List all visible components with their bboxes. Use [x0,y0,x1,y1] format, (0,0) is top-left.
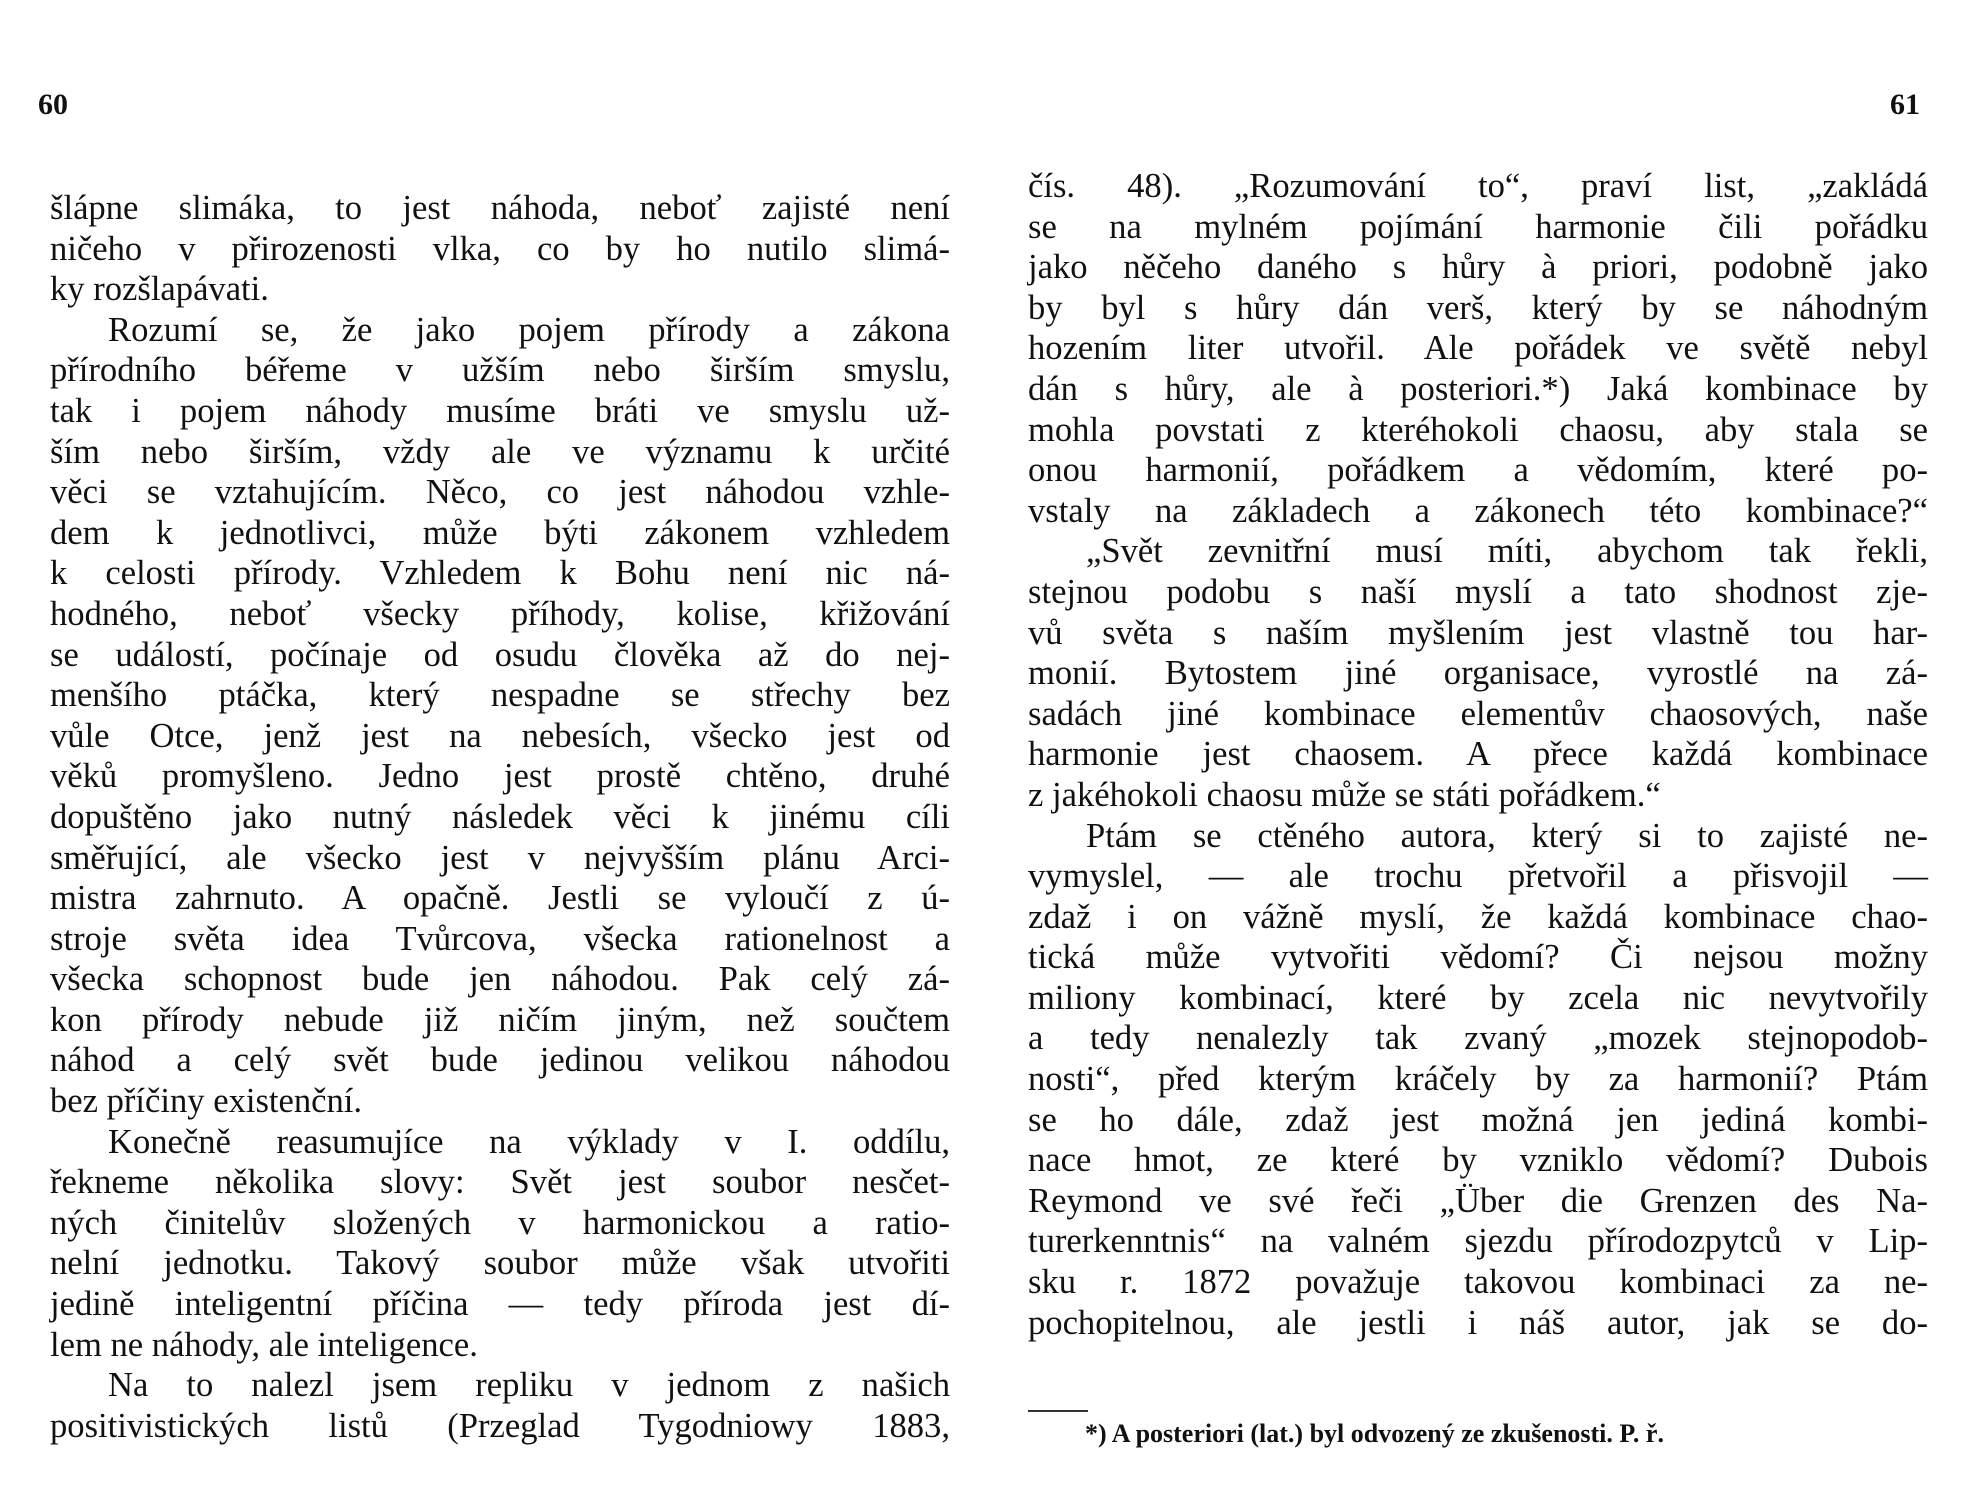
text-line: mistra zahrnuto. A opačně. Jestli se vyloučí z ú- [50,879,950,918]
text-line: a tedy nenalezly tak zvaný „mozek stejnopodob- [1028,1019,1928,1058]
text-line: turerkenntnis“ na valném sjezdu přírodozpytců v Lip- [1028,1222,1928,1261]
text-line: bez příčiny existenční. [50,1082,363,1121]
text-line: vymyslel, — ale trochu přetvořil a přisvojil — [1028,857,1928,896]
text-line: Ptám se ctěného autora, který si to zajisté ne- [1086,816,1928,855]
right-page-text [1028,166,1928,1343]
text-line: mohla povstati z kteréhokoli chaosu, aby stala se [1028,410,1928,449]
text-line: stejnou podobu s naší myslí a tato shodnost zje- [1028,572,1928,611]
text-line: tak i pojem náhody musíme bráti ve smyslu už- [50,391,950,430]
text-line: se událostí, počínaje od osudu člověka až do nej- [50,635,950,674]
text-line: harmonie jest chaosem. A přece každá kombinace [1028,735,1928,774]
text-line: sku r. 1872 považuje takovou kombinaci za ne- [1028,1263,1928,1302]
text-line: Rozumí se, že jako pojem přírody a zákona [108,310,950,349]
text-line: všecka schopnost bude jen náhodou. Pak celý zá- [50,960,950,999]
text-line: k celosti přírody. Vzhledem k Bohu není nic ná- [50,554,950,593]
text-line: směřující, ale všecko jest v nejvyšším plánu Arci- [50,838,950,877]
text-line: věci se vztahujícím. Něco, co jest náhodou vzhle- [50,473,950,512]
text-line: kon přírody nebude již ničím jiným, než součtem [50,1000,950,1039]
text-line: hozením liter utvořil. Ale pořádek ve světě nebyl [1028,329,1928,368]
text-line: se na mylném pojímání harmonie čili pořádku [1028,207,1928,246]
text-line: pochopitelnou, ale jestli i náš autor, jak se do- [1028,1303,1928,1342]
text-line: Reymond ve své řeči „Über die Grenzen des Na- [1028,1181,1928,1220]
text-line: dopuštěno jako nutný následek věci k jinému cíli [50,797,950,836]
text-line: ných činitelův složených v harmonickou a ratio- [50,1203,950,1242]
text-line: miliony kombinací, které by zcela nic nevytvořily [1028,978,1928,1017]
text-line: stroje světa idea Tvůrcova, všecka rationelnost a [50,919,950,958]
text-line: jako něčeho daného s hůry à priori, podobně jako [1028,248,1928,287]
text-line: zdaž i on vážně myslí, že každá kombinace chao- [1028,897,1928,936]
text-line: ky rozšlapávati. [50,270,269,309]
text-line: Konečně reasumujíce na výklady v I. oddílu, [108,1122,950,1161]
text-line: „Svět zevnitřní musí míti, abychom tak řekli, [1086,532,1928,571]
footnote: *) A posteriori (lat.) byl odvozený ze zkušenosti. P. ř. [1085,1419,1664,1448]
text-line: náhod a celý svět bude jedinou velikou náhodou [50,1041,950,1080]
text-line: positivistických listů (Przeglad Tygodniowy 1883, [50,1406,950,1445]
text-line: dem k jednotlivci, může býti zákonem vzhledem [50,513,950,552]
text-line: dán s hůry, ale à posteriori.*) Jaká kombinace by [1028,369,1928,408]
text-line: lem ne náhody, ale inteligence. [50,1325,478,1364]
text-line: vů světa s naším myšlením jest vlastně tou har- [1028,613,1928,652]
page-number-right: 61 [1890,88,1920,121]
text-line: jedině inteligentní příčina — tedy příroda jest dí- [50,1285,950,1324]
text-line: přírodního béřeme v užším nebo širším smyslu, [50,351,950,390]
text-line: hodného, neboť všecky příhody, kolise, křižování [50,594,950,633]
text-line: Na to nalezl jsem repliku v jednom z našich [108,1366,950,1405]
text-line: nelní jednotku. Takový soubor může však utvořiti [50,1244,950,1283]
text-line: menšího ptáčka, který nespadne se střechy bez [50,676,950,715]
text-line: ničeho v přirozenosti vlka, co by ho nutilo slimá- [50,229,950,268]
text-line: vstaly na základech a zákonech této kombinace?“ [1028,491,1928,530]
text-line: sadách jiné kombinace elementův chaosových, naše [1028,694,1928,733]
text-line: by byl s hůry dán verš, který by se náhodným [1028,288,1928,327]
text-line: nosti“, před kterým kráčely by za harmonií? Ptám [1028,1060,1928,1099]
page-number-left: 60 [38,88,68,121]
text-line: se ho dále, zdaž jest možná jen jediná kombi- [1028,1100,1928,1139]
text-line: vůle Otce, jenž jest na nebesích, všecko jest od [50,716,950,755]
text-line: tická může vytvořiti vědomí? Či nejsou možny [1028,938,1928,977]
text-line: monií. Bytostem jiné organisace, vyrostlé na zá- [1028,654,1928,693]
footnote-rule [1028,1410,1088,1412]
text-line: čís. 48). „Rozumování to“, praví list, „zakládá [1028,167,1928,205]
text-line: ším nebo širším, vždy ale ve významu k určité [50,432,950,471]
text-line: z jakéhokoli chaosu může se státi pořádkem.“ [1028,775,1661,814]
text-line: šlápne slimáka, to jest náhoda, neboť zajisté není [50,189,950,227]
left-page-text [50,188,950,1446]
text-line: onou harmonií, pořádkem a vědomím, které po- [1028,451,1928,490]
text-line: věků promyšleno. Jedno jest prostě chtěno, druhé [50,757,950,796]
text-line: řekneme několika slovy: Svět jest soubor nesčet- [50,1163,950,1202]
text-line: nace hmot, ze které by vzniklo vědomí? Dubois [1028,1141,1928,1180]
